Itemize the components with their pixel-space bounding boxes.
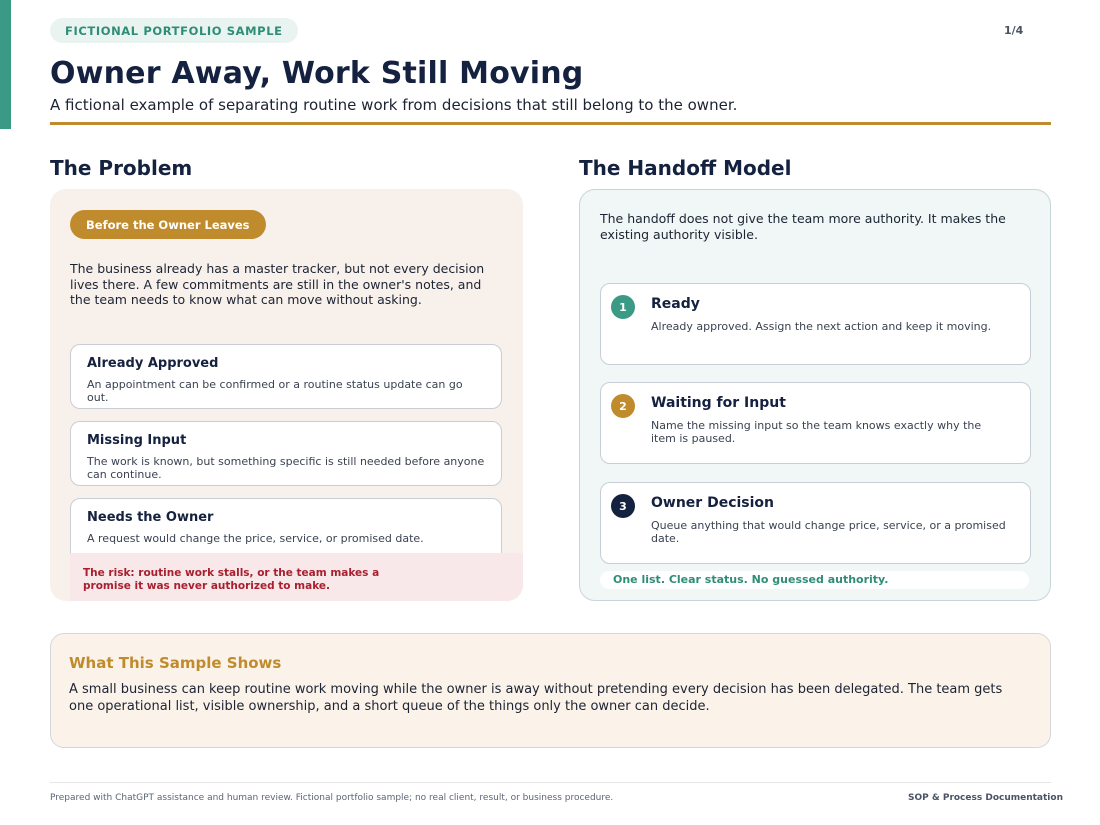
handoff-intro: The handoff does not give the team more authority. It makes the existing authority visible. <box>600 211 1006 242</box>
problem-intro: The business already has a master tracker, but not every decision lives there. A few commitments are still in the owner's notes, and the team needs to know what can move without asking. <box>70 261 485 307</box>
status-card-already-approved <box>70 344 502 409</box>
footer-category: SOP & Process Documentation <box>908 793 1063 803</box>
risk-callout <box>70 553 523 601</box>
step-text: Queue anything that would change price, service, or a promised date. <box>651 519 1006 545</box>
step-title: Ready <box>651 296 700 312</box>
handoff-panel <box>579 189 1051 601</box>
page-subtitle: A fictional example of separating routine work from decisions that still belong to the owner. <box>50 96 738 114</box>
status-card-title: Missing Input <box>87 433 187 448</box>
shows-title: What This Sample Shows <box>69 654 282 672</box>
status-card-missing-input <box>70 421 502 486</box>
page-number: 1/4 <box>1004 24 1024 37</box>
risk-text: The risk: routine work stalls, or the team makes a promise it was never authorized to make. <box>83 567 380 592</box>
step-number-badge: 2 <box>611 394 635 418</box>
step-number-badge: 1 <box>611 295 635 319</box>
step-title: Owner Decision <box>651 495 775 511</box>
step-title: Waiting for Input <box>651 395 786 411</box>
what-this-sample-shows-box <box>50 633 1051 748</box>
page-title: Owner Away, Work Still Moving <box>50 56 584 91</box>
before-owner-leaves-pill: Before the Owner Leaves <box>70 210 266 239</box>
step-text: Name the missing input so the team knows exactly why the item is paused. <box>651 419 982 445</box>
sample-tag: FICTIONAL PORTFOLIO SAMPLE <box>50 18 298 43</box>
step-text: Already approved. Assign the next action and keep it moving. <box>651 320 992 333</box>
handoff-heading: The Handoff Model <box>579 156 792 180</box>
status-card-title: Already Approved <box>87 356 219 371</box>
tagline-text: One list. Clear status. No guessed authority. <box>613 573 889 586</box>
status-card-text: An appointment can be confirmed or a routine status update can go out. <box>87 378 463 404</box>
footer-divider <box>50 782 1051 783</box>
status-card-title: Needs the Owner <box>87 510 214 525</box>
step-card-waiting-for-input <box>600 382 1031 464</box>
handoff-tagline <box>600 571 1029 589</box>
step-number-badge: 3 <box>611 494 635 518</box>
shows-text: A small business can keep routine work moving while the owner is away without pretending every decision has been delegated. The team gets one operational list, visible ownership, and a short queue of the things only the owner can decide. <box>69 682 1003 714</box>
left-accent-bar <box>0 0 11 129</box>
footer-disclaimer: Prepared with ChatGPT assistance and human review. Fictional portfolio sample; no real client, result, or business procedure. <box>50 793 614 803</box>
status-card-text: The work is known, but something specific is still needed before anyone can continue. <box>87 455 485 481</box>
status-card-text: A request would change the price, service, or promised date. <box>87 532 424 545</box>
step-card-owner-decision <box>600 482 1031 564</box>
problem-panel <box>50 189 523 601</box>
title-divider <box>50 122 1051 125</box>
step-card-ready <box>600 283 1031 365</box>
problem-heading: The Problem <box>50 156 193 180</box>
